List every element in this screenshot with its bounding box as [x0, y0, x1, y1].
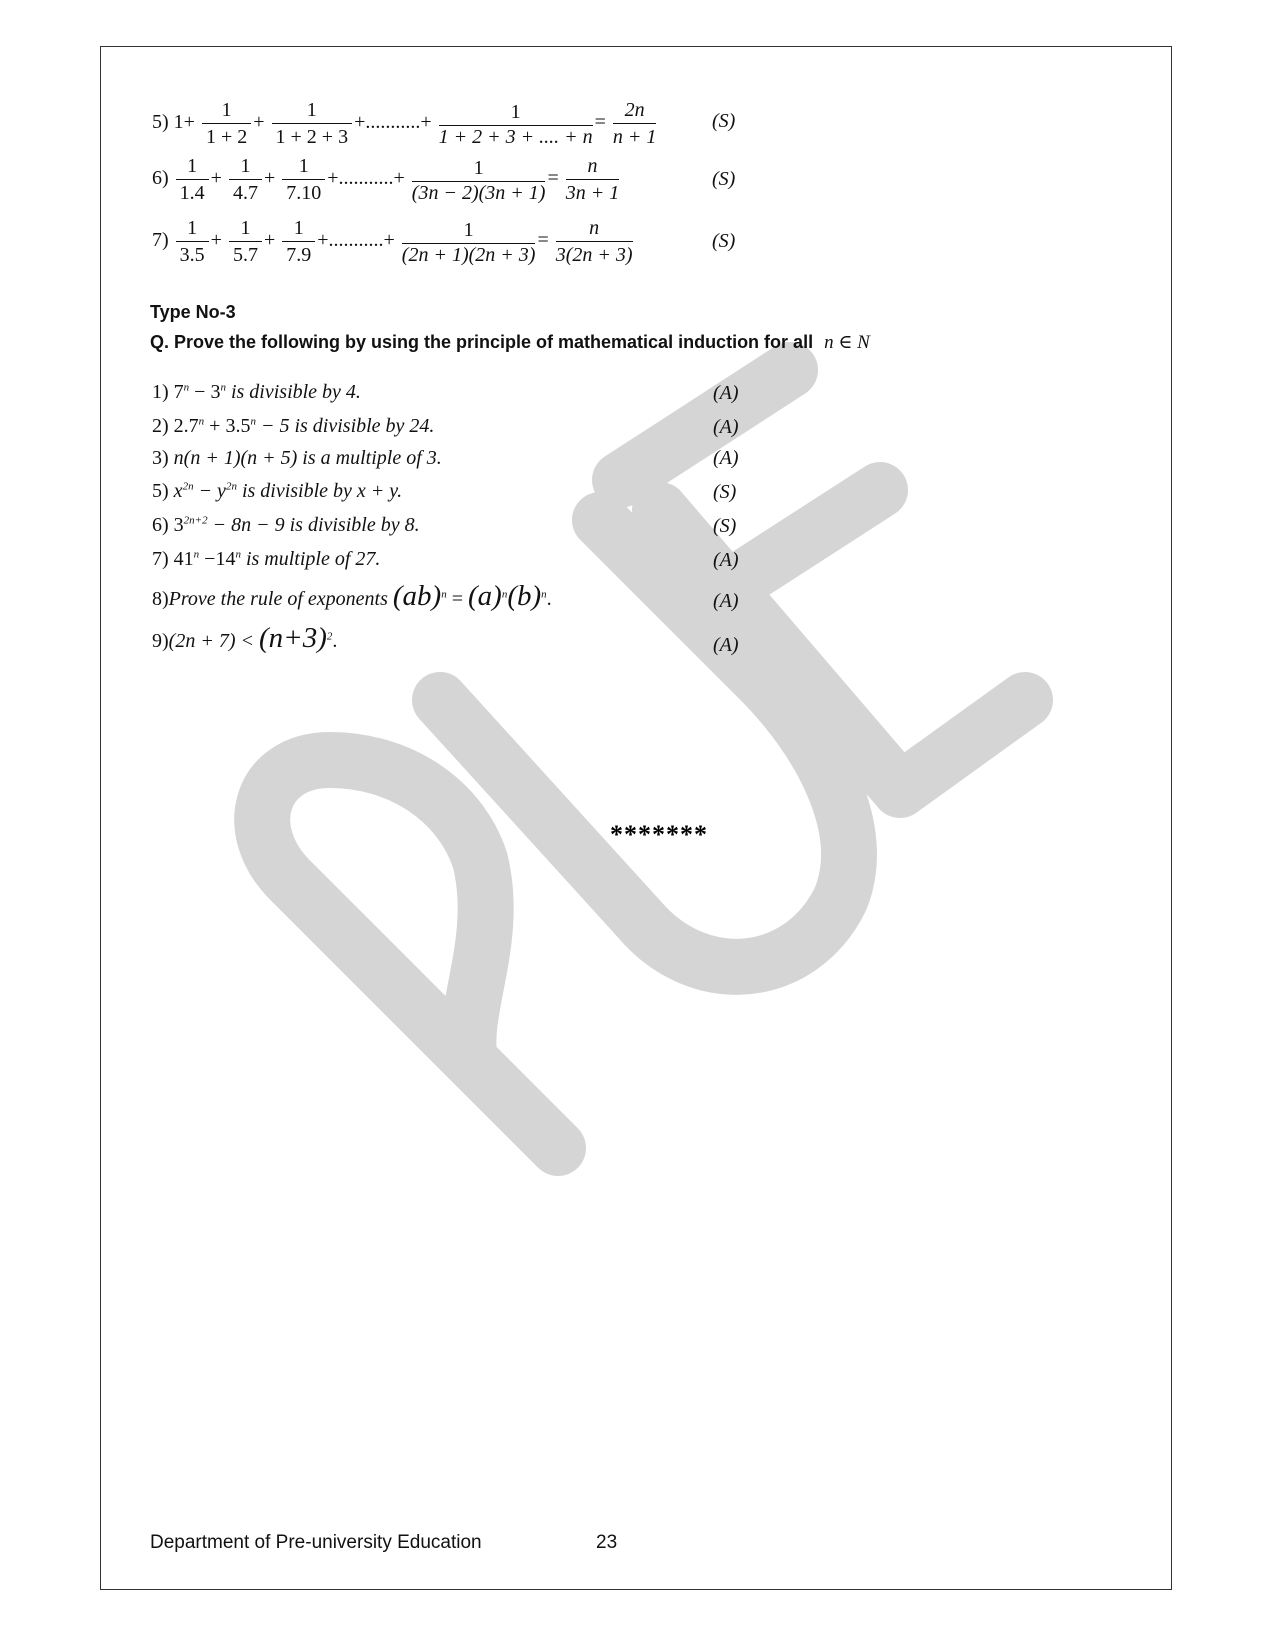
- grade-label: (S): [713, 515, 737, 537]
- proof-item-5: 5) $x^{2n} - y^{2n}$ is divisible by x + y.: [152, 480, 403, 502]
- sum-item-7: 7) $\frac{1}{3.5}$ + $\frac{1}{5.7}$ + $\frac{1}{7.9}$ +...........+ $\frac{1}{(2n + 1)(2n + 3)}$ = $\frac{n}{3(2n + 3)}$: [152, 217, 633, 266]
- fraction: $\frac{1}{(3n - 2)(3n + 1)}$: [411, 156, 546, 204]
- grade-label: (S): [712, 230, 736, 252]
- proof-item-9: $9)(2n + 7) < (n+3)^2$.: [152, 622, 338, 654]
- fraction: $\frac{1}{1.4}$: [176, 153, 209, 206]
- fraction: $\frac{1}{(2n + 1)(2n + 3)}$: [401, 218, 536, 266]
- grade-label: (S): [713, 481, 737, 503]
- fraction: $\frac{2n}{n + 1}$: [612, 99, 657, 148]
- end-stars: *******: [610, 820, 708, 849]
- proof-item-8: 8)Prove the rule of exponents $(ab)^n = (a)^n(b)^n$.: [152, 580, 552, 612]
- section-title: Type No-3: [150, 302, 236, 322]
- proof-item-6: 6) $3^{2n+2} - 8n - 9$ is divisible by 8.: [152, 514, 420, 536]
- grade-label: (A): [713, 447, 739, 469]
- proof-item-1: 1) $7^n - 3^n$ is divisible by 4.: [152, 381, 361, 403]
- fraction: $\frac{1}{1 + 2 + 3}$: [272, 97, 353, 150]
- proof-item-7: 7) $41^n -14^n$ is multiple of 27.: [152, 548, 381, 570]
- fraction: $\frac{1}{7.9}$: [282, 215, 315, 268]
- fraction: $\frac{1}{4.7}$: [229, 153, 262, 206]
- grade-label: (A): [713, 416, 739, 438]
- fraction: $\frac{1}{1 + 2 + 3 + .... + n}$: [438, 100, 593, 148]
- footer-department: Department of Pre-university Education: [150, 1532, 482, 1553]
- grade-label: (S): [712, 110, 736, 132]
- footer-page-number: 23: [596, 1532, 618, 1553]
- fraction: $\frac{n}{3n + 1}$: [565, 155, 620, 204]
- grade-label: (A): [713, 549, 739, 571]
- grade-label: (A): [713, 382, 739, 404]
- proof-item-2: 2) $2.7^n + 3.5^n - 5$ is divisible by 24.: [152, 415, 435, 437]
- sum-item-6: 6) $\frac{1}{1.4}$ + $\frac{1}{4.7}$ + $\frac{1}{7.10}$ +...........+ $\frac{1}{(3n - 2)(3n + 1)}$ = $\frac{n}{3n + 1}$: [152, 155, 620, 204]
- proof-item-3: 3) n(n + 1)(n + 5) is a multiple of 3.: [152, 447, 442, 469]
- fraction: $\frac{1}{1 + 2}$: [202, 97, 251, 150]
- grade-label: (A): [713, 634, 739, 656]
- fraction: $\frac{1}{5.7}$: [229, 215, 262, 268]
- sum-item-5: 5) 1+ $\frac{1}{1 + 2}$ + $\frac{1}{1 + 2 + 3}$ +...........+ $\frac{1}{1 + 2 + 3 + .... + n}$ = $\frac{2n}{n + 1}$: [152, 99, 657, 148]
- grade-label: (A): [713, 590, 739, 612]
- page-border: [100, 46, 1172, 1590]
- question-text: Q. Prove the following by using the principle of mathematical induction for all n ∈ N: [150, 332, 870, 353]
- fraction: $\frac{n}{3(2n + 3)}$: [555, 217, 633, 266]
- fraction: $\frac{1}{7.10}$: [282, 153, 325, 206]
- fraction: $\frac{1}{3.5}$: [176, 215, 209, 268]
- grade-label: (S): [712, 168, 736, 190]
